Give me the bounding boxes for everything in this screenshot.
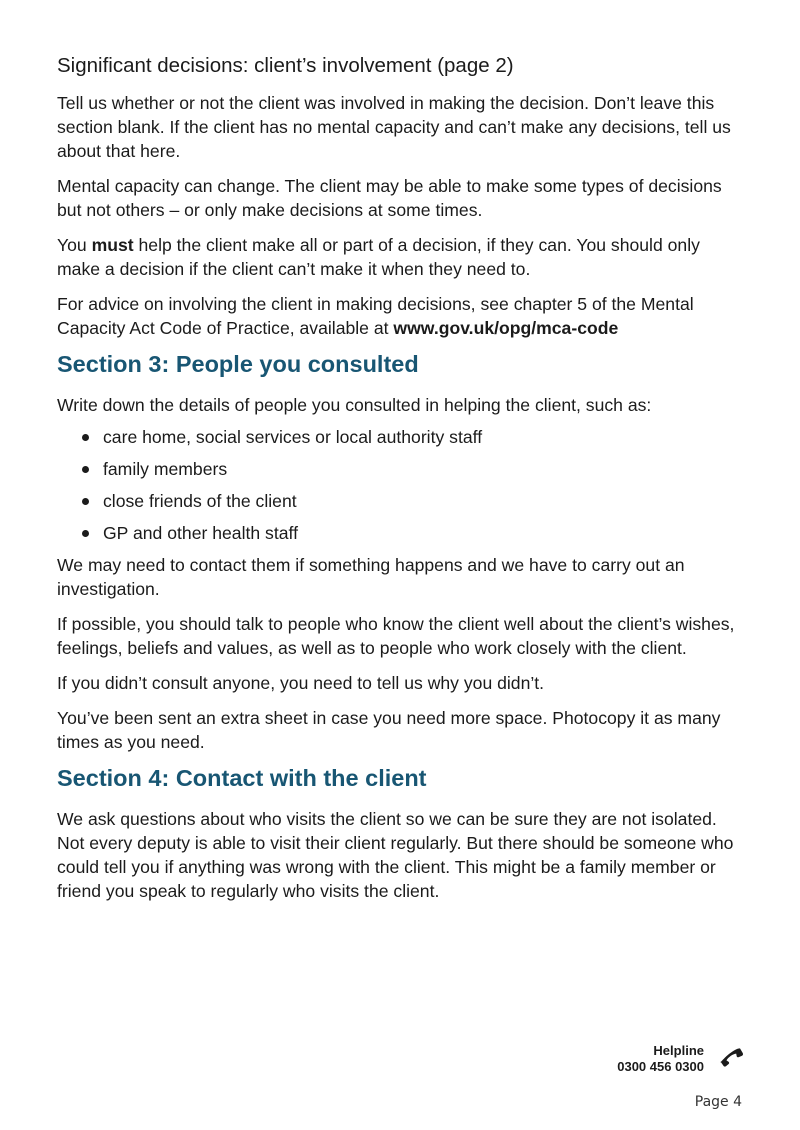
subsection-paragraph-3 [57, 233, 747, 281]
helpline-block [617, 1043, 704, 1075]
helpline-number[interactable]: 0300 456 0300 [617, 1059, 704, 1074]
list-item-text: close friends of the client [103, 491, 297, 511]
section-3-paragraph-3: If you didn’t consult anyone, you need to tell us why you didn’t. [57, 673, 545, 693]
section-3-intro: Write down the details of people you consulted in helping the client, such as: [57, 395, 652, 415]
mca-code-link[interactable]: www.gov.uk/opg/mca-code [393, 318, 619, 338]
p3-start: You [57, 235, 92, 255]
section-3-paragraph-2: If possible, you should talk to people who know the client well about the client’s wishes, feelings, beliefs and values, as well as to people who work closely with the client. [57, 614, 735, 658]
bullet-icon [82, 498, 89, 505]
phone-icon [714, 1043, 744, 1073]
bullet-icon [82, 530, 89, 537]
subsection-paragraph-2: Mental capacity can change. The client may be able to make some types of decisions but not others – or only make decisions at some times. [57, 176, 722, 220]
helpline-label: Helpline [653, 1043, 704, 1058]
list-item [57, 489, 747, 513]
bullet-icon [82, 466, 89, 473]
subsection-title: Significant decisions: client’s involvement (page 2) [57, 54, 514, 77]
consulted-people-list [57, 425, 747, 545]
document-body [57, 54, 747, 914]
list-item-text: care home, social services or local authority staff [103, 427, 483, 447]
section-3-paragraph-1: We may need to contact them if something happens and we have to carry out an investigation. [57, 555, 685, 599]
page-number: Page 4 [694, 1094, 742, 1110]
bullet-icon [82, 434, 89, 441]
list-item [57, 521, 747, 545]
list-item [57, 425, 747, 449]
list-item-text: GP and other health staff [103, 523, 298, 543]
list-item [57, 457, 747, 481]
subsection-paragraph-1: Tell us whether or not the client was involved in making the decision. Don’t leave this section blank. If the client has no mental capacity and can’t make any decisions, tell us about that here. [57, 93, 731, 161]
must-emphasis: must [91, 235, 134, 255]
section-3-title: Section 3: People you consulted [57, 351, 419, 377]
section-4-paragraph-1: We ask questions about who visits the client so we can be sure they are not isolated. Not every deputy is able to visit their client regularly. But there should be someone who could tell you if anything was wrong with the client. This might be a family member or friend you speak to regularly who visits the client. [57, 809, 734, 901]
p4-start: For advice on involving the client in making decisions, see chapter 5 of the Mental Capacity Act Code of Practice, available at [57, 294, 694, 338]
list-item-text: family members [103, 459, 228, 479]
section-3-paragraph-4: You’ve been sent an extra sheet in case you need more space. Photocopy it as many times as you need. [57, 708, 721, 752]
subsection-paragraph-4 [57, 292, 747, 340]
section-4-title: Section 4: Contact with the client [57, 765, 427, 791]
p3-end: help the client make all or part of a decision, if they can. You should only make a decision if the client can’t make it when they need to. [57, 235, 700, 279]
